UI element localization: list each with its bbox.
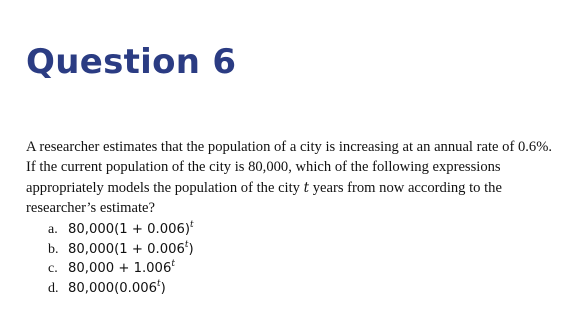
option-expression — [68, 239, 194, 257]
expression-exponent: t — [171, 259, 175, 269]
question-text-end: years from now according to the researcher’s estimate? — [26, 179, 502, 216]
question-text-start: A researcher estimates that the population of a city is increasing at an annual rate of 0.6%. If the current population of the city is 80,000, which of the following expressions appropriately models the population of the city — [26, 139, 552, 196]
question-title: Question 6 — [26, 42, 237, 82]
question-text — [26, 137, 556, 218]
expression-base: 80,000(0.006 — [68, 280, 158, 296]
expression-exponent: t — [157, 278, 161, 289]
expression-exponent: t — [190, 220, 194, 230]
answer-option-d — [48, 279, 194, 299]
question-variable: t — [303, 179, 310, 196]
expression-close: ) — [160, 280, 166, 296]
expression-close: ) — [188, 241, 194, 257]
option-letter: c. — [48, 261, 58, 276]
option-expression — [68, 261, 175, 276]
option-letter: b. — [48, 241, 59, 257]
expression-base: 80,000(1 + 0.006 — [68, 241, 185, 257]
answer-options — [48, 220, 194, 298]
expression-exponent: t — [184, 239, 189, 250]
option-letter: d. — [48, 280, 59, 296]
option-letter: a. — [48, 222, 58, 237]
option-expression — [68, 278, 166, 296]
answer-option-a — [48, 220, 194, 240]
answer-option-c — [48, 259, 194, 279]
expression-base: 80,000 + 1.006 — [68, 261, 172, 276]
expression-base: 80,000(1 + 0.006) — [68, 222, 191, 237]
answer-option-b — [48, 240, 194, 260]
option-expression — [68, 222, 194, 237]
